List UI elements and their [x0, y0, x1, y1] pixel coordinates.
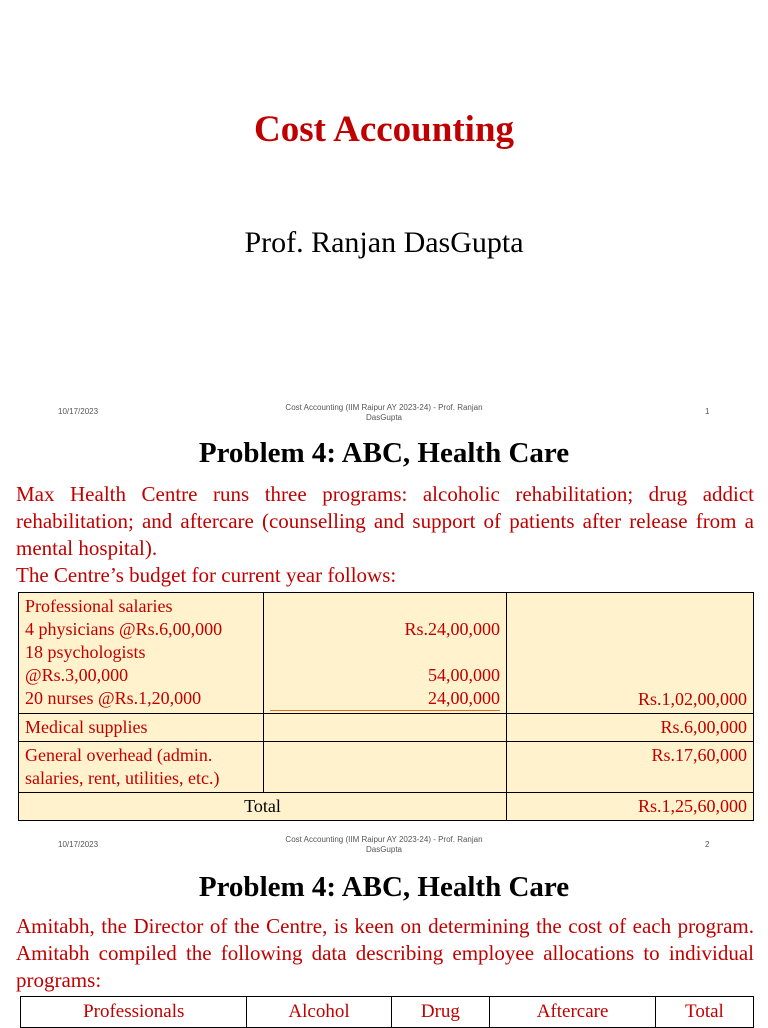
- budget-label-line: salaries, rent, utilities, etc.): [25, 768, 220, 788]
- budget-table: [18, 592, 754, 821]
- budget-total-cell: Rs.1,02,00,000: [507, 593, 754, 714]
- budget-total-cell: Rs.17,60,000: [507, 742, 754, 793]
- footer-course: [264, 835, 504, 855]
- presenter-name: Prof. Ranjan DasGupta: [244, 226, 524, 259]
- intro-paragraph: Amitabh, the Director of the Centre, is keen on determining the cost of each program. Amitabh compiled the following data describing employee allocations to individual programs:: [16, 914, 754, 992]
- budget-label-line: General overhead (admin.: [25, 745, 213, 765]
- footer-course-line1: Cost Accounting (IIM Raipur AY 2023-24) - Prof. Ranjan: [285, 835, 483, 844]
- footer-course-line2: DasGupta: [365, 413, 403, 422]
- budget-grand-total: Rs.1,25,60,000: [507, 793, 754, 821]
- footer-course: [264, 403, 504, 423]
- budget-amount-cell: [264, 593, 507, 714]
- footer-course-line1: Cost Accounting (IIM Raipur AY 2023-24) - Prof. Ranjan: [285, 403, 483, 412]
- budget-label-line: 4 physicians @Rs.6,00,000: [25, 619, 223, 639]
- budget-label-line: 18 psychologists: [25, 642, 146, 662]
- column-header: Total: [655, 997, 753, 1028]
- slide-title: Problem 4: ABC, Health Care: [198, 871, 570, 903]
- column-header: Aftercare: [490, 997, 656, 1028]
- budget-lead-text: The Centre’s budget for current year follows:: [16, 563, 397, 587]
- footer-course-line2: DasGupta: [365, 845, 403, 854]
- footer-page-number: 2: [705, 840, 710, 849]
- budget-amount-cell: [264, 742, 507, 793]
- table-row: [19, 793, 754, 821]
- budget-amount-line: 54,00,000: [428, 665, 500, 685]
- slide-title: Cost Accounting: [253, 109, 515, 150]
- allocation-table: [20, 996, 754, 1028]
- budget-amount-line: Rs.24,00,000: [404, 619, 500, 639]
- column-header: Drug: [391, 997, 490, 1028]
- table-row: [19, 714, 754, 742]
- intro-paragraph: Max Health Centre runs three programs: alcoholic rehabilitation; drug addict rehabilitation; and aftercare (counselling and support of patients after release from a mental hospital).: [16, 482, 754, 560]
- budget-label-line: Professional salaries: [25, 596, 173, 616]
- budget-label-cell: [19, 742, 264, 793]
- footer-date: 10/17/2023: [58, 840, 99, 849]
- budget-amount-line: [270, 641, 500, 664]
- budget-label-line: 20 nurses @Rs.1,20,000: [25, 688, 202, 708]
- budget-label-cell: [19, 593, 264, 714]
- slide-title: Problem 4: ABC, Health Care: [198, 437, 570, 469]
- table-row: [19, 593, 754, 714]
- footer-date: 10/17/2023: [58, 407, 99, 416]
- budget-amount-line: [270, 595, 500, 618]
- column-header: Alcohol: [247, 997, 391, 1028]
- table-header-row: [21, 997, 754, 1028]
- budget-amount-cell: [264, 714, 507, 742]
- table-row: [19, 742, 754, 793]
- budget-amount-line: 24,00,000: [270, 687, 500, 711]
- budget-label-line: @Rs.3,00,000: [25, 665, 129, 685]
- footer-page-number: 1: [705, 407, 710, 416]
- budget-label-cell: Medical supplies: [19, 714, 264, 742]
- column-header: Professionals: [21, 997, 247, 1028]
- budget-total-cell: Rs.6,00,000: [507, 714, 754, 742]
- budget-total-label: Total: [19, 793, 507, 821]
